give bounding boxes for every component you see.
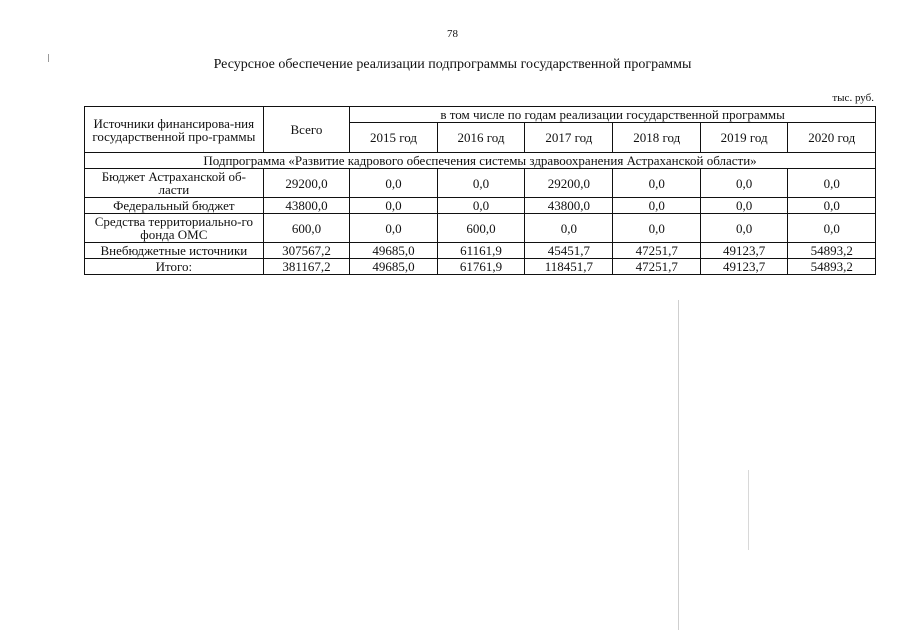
- header-year: 2016 год: [437, 123, 524, 153]
- row-year-value: 49685,0: [350, 259, 437, 275]
- row-year-value: 118451,7: [525, 259, 613, 275]
- row-year-value: 0,0: [350, 169, 437, 198]
- row-total: 29200,0: [263, 169, 350, 198]
- row-year-value: 0,0: [613, 198, 700, 214]
- header-year: 2018 год: [613, 123, 700, 153]
- row-source: Бюджет Астраханской об-ласти: [85, 169, 264, 198]
- header-year: 2017 год: [525, 123, 613, 153]
- row-year-value: 47251,7: [613, 259, 700, 275]
- scan-artifact: [48, 54, 49, 62]
- row-total: 43800,0: [263, 198, 350, 214]
- page-number: 78: [447, 28, 458, 40]
- row-year-value: 43800,0: [525, 198, 613, 214]
- row-source: Внебюджетные источники: [85, 243, 264, 259]
- header-year: 2020 год: [788, 123, 876, 153]
- header-year: 2019 год: [700, 123, 787, 153]
- row-year-value: 0,0: [613, 214, 700, 243]
- row-year-value: 54893,2: [788, 243, 876, 259]
- header-source: Источники финансирова-ния государственной про-граммы: [85, 107, 264, 153]
- scan-artifact: [748, 470, 749, 550]
- row-year-value: 0,0: [700, 198, 787, 214]
- row-year-value: 0,0: [437, 169, 524, 198]
- scan-artifact: [678, 300, 679, 630]
- row-year-value: 45451,7: [525, 243, 613, 259]
- row-year-value: 0,0: [788, 214, 876, 243]
- header-year: 2015 год: [350, 123, 437, 153]
- row-total: 381167,2: [263, 259, 350, 275]
- row-year-value: 0,0: [700, 214, 787, 243]
- header-years-group: в том числе по годам реализации государственной программы: [350, 107, 876, 123]
- row-year-value: 0,0: [350, 214, 437, 243]
- row-source: Средства территориально-го фонда ОМС: [85, 214, 264, 243]
- row-source: Федеральный бюджет: [85, 198, 264, 214]
- table-row: [85, 169, 876, 198]
- table-row: [85, 243, 876, 259]
- financing-table: [84, 106, 876, 275]
- table-row: [85, 198, 876, 214]
- row-total: 600,0: [263, 214, 350, 243]
- row-year-value: 0,0: [437, 198, 524, 214]
- row-year-value: 600,0: [437, 214, 524, 243]
- row-source: Итого:: [85, 259, 264, 275]
- row-year-value: 0,0: [788, 198, 876, 214]
- table-total-row: [85, 259, 876, 275]
- document-title: Ресурсное обеспечение реализации подпрограммы государственной программы: [213, 57, 692, 72]
- row-year-value: 61161,9: [437, 243, 524, 259]
- row-year-value: 29200,0: [525, 169, 613, 198]
- row-year-value: 0,0: [350, 198, 437, 214]
- table-header-row: [85, 107, 876, 123]
- row-year-value: 49685,0: [350, 243, 437, 259]
- row-year-value: 54893,2: [788, 259, 876, 275]
- row-year-value: 49123,7: [700, 259, 787, 275]
- subprogram-title: Подпрограмма «Развитие кадрового обеспечения системы здравоохранения Астраханской области»: [85, 153, 876, 169]
- header-total: Всего: [263, 107, 350, 153]
- row-year-value: 0,0: [700, 169, 787, 198]
- row-year-value: 49123,7: [700, 243, 787, 259]
- row-year-value: 61761,9: [437, 259, 524, 275]
- row-total: 307567,2: [263, 243, 350, 259]
- table-row: [85, 214, 876, 243]
- row-year-value: 0,0: [525, 214, 613, 243]
- row-year-value: 0,0: [788, 169, 876, 198]
- row-year-value: 47251,7: [613, 243, 700, 259]
- subprogram-row: [85, 153, 876, 169]
- units-label: тыс. руб.: [832, 92, 874, 104]
- row-year-value: 0,0: [613, 169, 700, 198]
